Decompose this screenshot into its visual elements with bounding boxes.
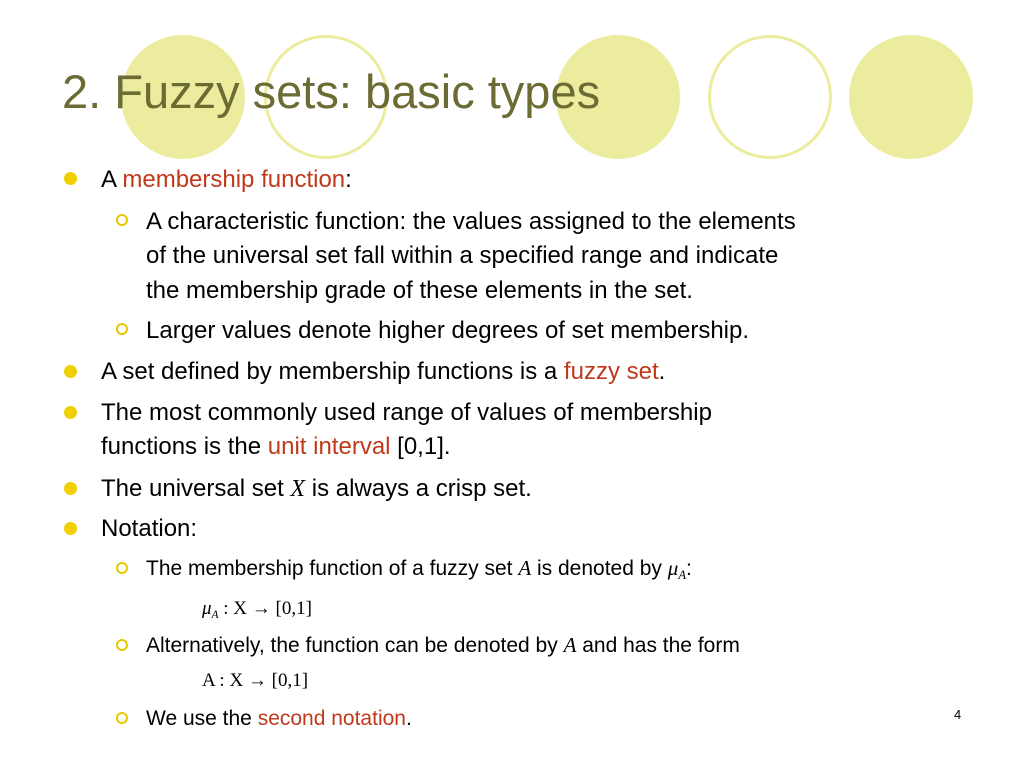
- text: :: [686, 557, 692, 580]
- text: [0,1].: [390, 433, 451, 460]
- mu-symbol: μ: [667, 556, 679, 580]
- text: :: [345, 166, 352, 193]
- text: .: [658, 358, 666, 385]
- decor-circle-ring-2: [708, 35, 832, 159]
- slide-title: 2. Fuzzy sets: basic types: [62, 65, 601, 118]
- text: The membership function of a fuzzy set: [146, 557, 519, 580]
- text: functions is the: [101, 433, 268, 460]
- bullet-fuzzy-set: [101, 358, 665, 387]
- text: A set defined by membership functions is a: [101, 358, 564, 385]
- mu-subscript: A: [211, 609, 219, 621]
- decor-circle-filled-3: [849, 35, 973, 159]
- sub-bullet-second-notation: [146, 706, 412, 731]
- highlight-term: unit interval: [267, 433, 391, 460]
- text: is denoted by: [531, 557, 668, 580]
- text: .: [405, 707, 412, 730]
- sub-bullet-ring: [116, 639, 128, 651]
- bullet-dot: [64, 172, 77, 185]
- math-variable: A: [563, 633, 577, 657]
- mu-symbol: μ: [202, 598, 212, 619]
- text: The universal set: [101, 475, 291, 502]
- highlight-term: fuzzy set: [563, 358, 659, 385]
- highlight-term: membership function: [122, 166, 346, 193]
- highlight-term: second notation: [257, 707, 406, 730]
- math-variable: X: [290, 476, 306, 502]
- bullet-dot: [64, 522, 77, 535]
- bullet-dot: [64, 482, 77, 495]
- sub-bullet-alternative-notation: [146, 633, 740, 658]
- formula-a-notation: A : X → [0,1]: [202, 670, 309, 691]
- bullet-dot: [64, 365, 77, 378]
- sub-bullet-membership-notation: [146, 556, 692, 583]
- bullet-dot: [64, 406, 77, 419]
- bullet-membership-function: [101, 166, 352, 195]
- bullet-notation: Notation:: [101, 515, 198, 542]
- sub-bullet-larger-values: Larger values denote higher degrees of set membership.: [146, 317, 750, 344]
- bullet-unit-interval-line1: The most commonly used range of values of membership: [101, 399, 712, 426]
- sub-bullet-ring: [116, 214, 128, 226]
- mu-subscript: A: [678, 568, 687, 582]
- text: A: [101, 166, 123, 193]
- page-number: 4: [954, 707, 962, 722]
- math-variable: A: [518, 556, 532, 580]
- sub-bullet-characteristic-line1: A characteristic function: the values assigned to the elements: [146, 208, 796, 235]
- formula-rest: : X → [0,1]: [218, 598, 312, 619]
- sub-bullet-ring: [116, 712, 128, 724]
- bullet-universal-set: [101, 475, 532, 504]
- sub-bullet-ring: [116, 323, 128, 335]
- text: and has the form: [576, 634, 740, 657]
- bullet-unit-interval-line2: [101, 433, 451, 462]
- sub-bullet-characteristic-line3: the membership grade of these elements in the set.: [146, 277, 693, 304]
- text: Alternatively, the function can be denoted by: [146, 634, 564, 657]
- sub-bullet-ring: [116, 562, 128, 574]
- sub-bullet-characteristic-line2: of the universal set fall within a specified range and indicate: [146, 242, 779, 269]
- formula-mu-notation: [202, 598, 312, 621]
- text: We use the: [146, 707, 258, 730]
- text: is always a crisp set.: [305, 475, 532, 502]
